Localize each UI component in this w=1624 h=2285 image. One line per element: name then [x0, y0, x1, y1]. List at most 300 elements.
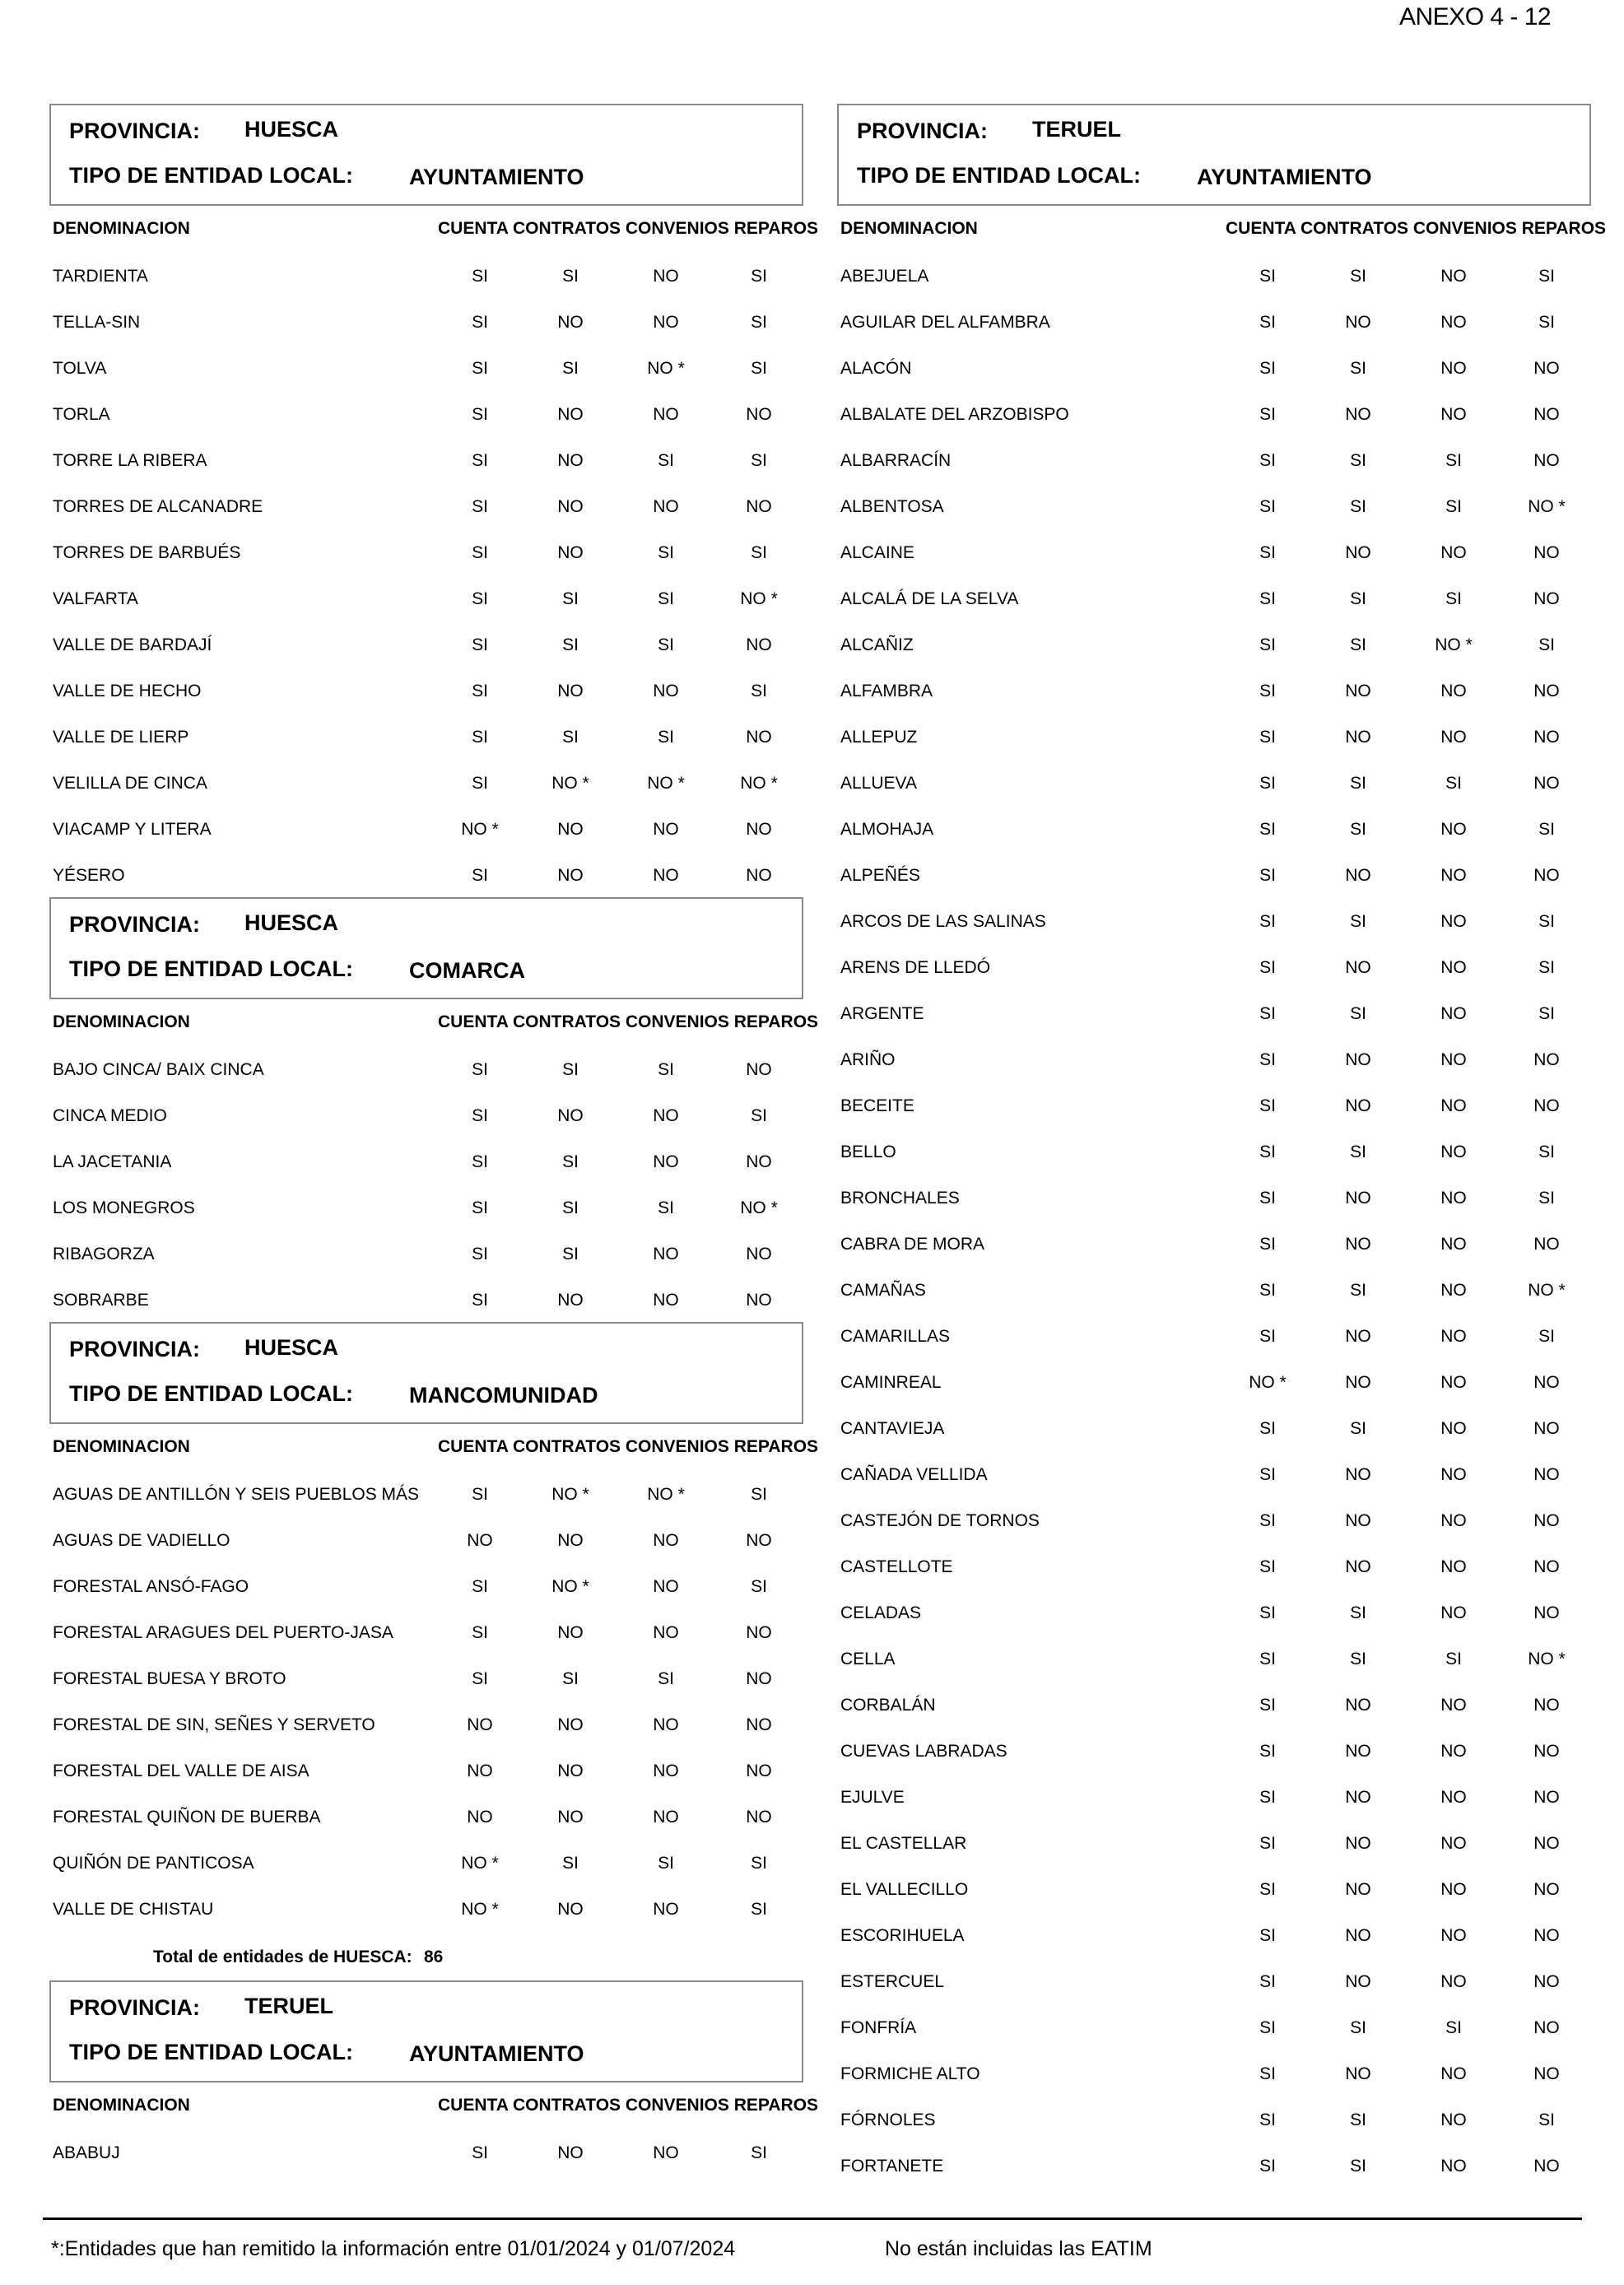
contratos-value: SI [562, 1152, 579, 1171]
cuenta-value: SI [1259, 958, 1276, 977]
cuenta-value: SI [1259, 1696, 1276, 1715]
table-row [49, 528, 803, 575]
reparos-value: NO [1533, 1788, 1560, 1807]
convenios-value: NO [1440, 1096, 1467, 1115]
tipo-entidad-value: MANCOMUNIDAD [409, 1383, 598, 1408]
table-row [837, 1957, 1591, 2003]
convenios-value: SI [658, 451, 674, 470]
total-row [49, 1931, 803, 1980]
convenios-value: NO [1440, 1742, 1467, 1761]
reparos-value: SI [1538, 635, 1555, 654]
provincia-label: PROVINCIA: [857, 119, 989, 143]
contratos-value: SI [1350, 1419, 1366, 1438]
table-row [49, 2129, 803, 2175]
convenios-value: NO [1440, 359, 1467, 378]
contratos-value: SI [562, 1669, 579, 1688]
convenios-value: NO [1440, 1880, 1467, 1899]
entity-name: CANTAVIEJA [840, 1419, 945, 1438]
header-denominacion: DENOMINACION [53, 1437, 190, 1456]
contratos-value: SI [1350, 497, 1366, 516]
reparos-value: NO * [1528, 497, 1566, 516]
contratos-value: NO [1345, 1880, 1371, 1899]
reparos-value: NO [1533, 2157, 1560, 2176]
contratos-value: SI [1350, 912, 1366, 931]
reparos-value: NO [1533, 1834, 1560, 1853]
convenios-value: SI [1445, 497, 1462, 516]
cuenta-value: SI [1259, 1926, 1276, 1945]
convenios-value: NO [653, 405, 679, 424]
contratos-value: SI [1350, 359, 1366, 378]
table-row [49, 390, 803, 436]
entity-name: EL CASTELLAR [840, 1834, 967, 1853]
contratos-value: NO [557, 1808, 584, 1827]
convenios-value: NO [1440, 1557, 1467, 1576]
reparos-value: NO [1533, 1972, 1560, 1991]
footnote-eatim: No están incluidas las EATIM [885, 2237, 1152, 2260]
contratos-value: NO [1345, 1742, 1371, 1761]
convenios-value: NO [1440, 1788, 1467, 1807]
header-denominacion: DENOMINACION [53, 1012, 190, 1031]
entity-name: BECEITE [840, 1096, 914, 1115]
table-row [837, 528, 1591, 575]
entity-name: VALLE DE HECHO [53, 682, 202, 700]
cuenta-value: SI [1259, 866, 1276, 885]
section-header-box [49, 1322, 803, 1424]
cuenta-value: SI [1259, 405, 1276, 424]
contratos-value: NO [1345, 1926, 1371, 1945]
cuenta-value: SI [1259, 2018, 1276, 2037]
reparos-value: NO [746, 405, 772, 424]
table-row [49, 1276, 803, 1322]
tipo-entidad-label: TIPO DE ENTIDAD LOCAL: [69, 956, 353, 981]
header-columns: CUENTA CONTRATOS CONVENIOS REPAROS [438, 2096, 819, 2115]
contratos-value: NO [557, 2143, 584, 2162]
table-row [49, 344, 803, 390]
contratos-value: SI [562, 728, 579, 747]
reparos-value: NO [746, 1531, 772, 1550]
reparos-value: NO [1533, 1419, 1560, 1438]
tipo-entidad-label: TIPO DE ENTIDAD LOCAL: [69, 1381, 353, 1406]
reparos-value: NO * [1528, 1650, 1566, 1668]
reparos-value: NO [1533, 359, 1560, 378]
convenios-value: NO [1440, 2064, 1467, 2083]
table-row [837, 1911, 1591, 1957]
reparos-value: SI [1538, 2110, 1555, 2129]
reparos-value: SI [1538, 1142, 1555, 1161]
cuenta-value: NO [467, 1808, 493, 1827]
contratos-value: SI [562, 1060, 579, 1079]
table-row [49, 1470, 803, 1516]
convenios-value: NO [653, 497, 679, 516]
table-row [837, 2050, 1591, 2096]
table-row [837, 390, 1591, 436]
convenios-value: NO [1440, 1926, 1467, 1945]
cuenta-value: SI [472, 1060, 488, 1079]
contratos-value: NO [557, 451, 584, 470]
convenios-value: NO [653, 1291, 679, 1310]
table-row [49, 1839, 803, 1885]
convenios-value: NO [1440, 405, 1467, 424]
tipo-entidad-label: TIPO DE ENTIDAD LOCAL: [69, 2040, 353, 2064]
reparos-value: NO [1533, 1235, 1560, 1254]
entity-section [49, 104, 819, 897]
table-row [49, 1091, 803, 1138]
reparos-value: NO [746, 1623, 772, 1642]
table-row [837, 1358, 1591, 1404]
entity-name: FÓRNOLES [840, 2110, 936, 2129]
table-row [837, 1082, 1591, 1128]
convenios-value: SI [1445, 1650, 1462, 1668]
cuenta-value: SI [1259, 1235, 1276, 1254]
table-row [837, 1727, 1591, 1773]
entity-name: ALMOHAJA [840, 820, 934, 839]
entity-name: CAMINREAL [840, 1373, 942, 1392]
entity-name: CORBALÁN [840, 1696, 936, 1715]
reparos-value: NO [1533, 1926, 1560, 1945]
reparos-value: SI [751, 1577, 767, 1596]
reparos-value: SI [1538, 267, 1555, 286]
header-denominacion: DENOMINACION [53, 2096, 190, 2115]
entity-name: TORRE LA RIBERA [53, 451, 207, 470]
contratos-value: NO [1345, 543, 1371, 562]
entity-name: LOS MONEGROS [53, 1198, 195, 1217]
convenios-value: SI [658, 589, 674, 608]
entity-name: ALPEÑÉS [840, 866, 920, 885]
entity-name: ALLEPUZ [840, 728, 918, 747]
entity-name: ALACÓN [840, 359, 912, 378]
convenios-value: NO [1440, 1696, 1467, 1715]
entity-name: TOLVA [53, 359, 107, 378]
table-row [837, 1589, 1591, 1635]
entity-name: CINCA MEDIO [53, 1106, 167, 1125]
reparos-value: NO [1533, 1465, 1560, 1484]
contratos-value: SI [1350, 589, 1366, 608]
header-denominacion: DENOMINACION [840, 219, 978, 238]
table-row [49, 805, 803, 851]
column-headers [49, 206, 819, 252]
entity-name: FORESTAL QUIÑON DE BUERBA [53, 1808, 321, 1827]
cuenta-value: NO * [461, 1854, 499, 1873]
entity-name: AGUAS DE VADIELLO [53, 1531, 230, 1550]
table-row [837, 1681, 1591, 1727]
provincia-value: HUESCA [244, 910, 339, 935]
reparos-value: SI [751, 1106, 767, 1125]
contratos-value: NO [1345, 1696, 1371, 1715]
contratos-value: SI [562, 1854, 579, 1873]
table-row [837, 851, 1591, 897]
contratos-value: NO [557, 543, 584, 562]
convenios-value: NO [1440, 1004, 1467, 1023]
cuenta-value: SI [1259, 774, 1276, 793]
reparos-value: SI [751, 543, 767, 562]
entity-section [49, 1980, 819, 2175]
reparos-value: NO [1533, 2018, 1560, 2037]
entity-name: VALLE DE LIERP [53, 728, 189, 747]
cuenta-value: SI [472, 405, 488, 424]
reparos-value: SI [1538, 1327, 1555, 1346]
convenios-value: NO [1440, 1419, 1467, 1438]
contratos-value: NO [1345, 682, 1371, 700]
convenios-value: SI [1445, 2018, 1462, 2037]
entity-name: ALLUEVA [840, 774, 917, 793]
entity-name: EJULVE [840, 1788, 905, 1807]
convenios-value: NO [1440, 912, 1467, 931]
entity-name: ARGENTE [840, 1004, 924, 1023]
cuenta-value: SI [1259, 1650, 1276, 1668]
provincia-label: PROVINCIA: [69, 1995, 201, 2020]
contratos-value: NO [1345, 1834, 1371, 1853]
cuenta-value: SI [472, 1198, 488, 1217]
cuenta-value: SI [472, 451, 488, 470]
convenios-value: NO [1440, 958, 1467, 977]
reparos-value: SI [751, 267, 767, 286]
table-row [837, 805, 1591, 851]
convenios-value: NO * [647, 359, 685, 378]
entity-name: VIACAMP Y LITERA [53, 820, 212, 839]
table-row [837, 1128, 1591, 1174]
cuenta-value: SI [1259, 1557, 1276, 1576]
total-label: Total de entidades de HUESCA: [153, 1948, 412, 1966]
reparos-value: NO [746, 1152, 772, 1171]
entity-name: FORESTAL DEL VALLE DE AISA [53, 1761, 309, 1780]
tipo-entidad-value: AYUNTAMIENTO [409, 165, 584, 189]
reparos-value: SI [751, 451, 767, 470]
convenios-value: NO [653, 1900, 679, 1919]
entity-name: RIBAGORZA [53, 1245, 155, 1263]
cuenta-value: SI [472, 1623, 488, 1642]
reparos-value: SI [751, 359, 767, 378]
table-row [837, 989, 1591, 1035]
contratos-value: NO [557, 1291, 584, 1310]
reparos-value: NO * [1528, 1281, 1566, 1300]
reparos-value: NO [746, 866, 772, 885]
reparos-value: NO [746, 635, 772, 654]
table-row [49, 1184, 803, 1230]
contratos-value: NO [1345, 728, 1371, 747]
contratos-value: NO [1345, 1788, 1371, 1807]
table-row [49, 1654, 803, 1701]
entity-name: ARIÑO [840, 1050, 896, 1069]
cuenta-value: SI [472, 313, 488, 332]
convenios-value: NO [1440, 1189, 1467, 1208]
cuenta-value: SI [1259, 451, 1276, 470]
reparos-value: SI [751, 1854, 767, 1873]
entity-name: ALFAMBRA [840, 682, 933, 700]
table-row [837, 1635, 1591, 1681]
cuenta-value: SI [472, 1291, 488, 1310]
reparos-value: NO [746, 1245, 772, 1263]
reparos-value: NO [1533, 1511, 1560, 1530]
convenios-value: NO [1440, 2110, 1467, 2129]
contratos-value: NO * [551, 1485, 589, 1504]
reparos-value: SI [751, 1900, 767, 1919]
provincia-label: PROVINCIA: [69, 912, 201, 937]
convenios-value: NO [653, 1808, 679, 1827]
reparos-value: NO [1533, 2064, 1560, 2083]
table-row [49, 1701, 803, 1747]
contratos-value: SI [1350, 451, 1366, 470]
reparos-value: NO * [740, 1198, 778, 1217]
entity-name: CELADAS [840, 1603, 922, 1622]
table-row [837, 667, 1591, 713]
entity-section [49, 1322, 819, 1931]
page-number: ANEXO 4 - 12 [1399, 3, 1552, 30]
convenios-value: NO [653, 1761, 679, 1780]
table-row [837, 1496, 1591, 1543]
cuenta-value: SI [1259, 1465, 1276, 1484]
convenios-value: NO [1440, 1373, 1467, 1392]
table-row [49, 482, 803, 528]
contratos-value: NO [1345, 1465, 1371, 1484]
provincia-value: TERUEL [1032, 117, 1121, 142]
entity-name: ESTERCUEL [840, 1972, 945, 1991]
convenios-value: NO [1440, 2157, 1467, 2176]
convenios-value: NO [1440, 1327, 1467, 1346]
entity-name: FORESTAL ARAGUES DEL PUERTO-JASA [53, 1623, 393, 1642]
convenios-value: SI [658, 1669, 674, 1688]
cuenta-value: SI [1259, 1096, 1276, 1115]
cuenta-value: NO [467, 1761, 493, 1780]
entity-name: ARCOS DE LAS SALINAS [840, 912, 1046, 931]
cuenta-value: SI [1259, 912, 1276, 931]
entity-name: BAJO CINCA/ BAIX CINCA [53, 1060, 264, 1079]
cuenta-value: SI [472, 589, 488, 608]
provincia-value: TERUEL [244, 1994, 333, 2018]
entity-name: ALCAINE [840, 543, 914, 562]
entity-name: FORESTAL ANSÓ-FAGO [53, 1577, 249, 1596]
reparos-value: NO * [740, 589, 778, 608]
entity-name: CABRA DE MORA [840, 1235, 985, 1254]
table-row [49, 1516, 803, 1562]
cuenta-value: SI [1259, 1419, 1276, 1438]
contratos-value: SI [1350, 2110, 1366, 2129]
reparos-value: SI [751, 682, 767, 700]
table-row [837, 344, 1591, 390]
contratos-value: SI [1350, 1650, 1366, 1668]
cuenta-value: SI [472, 2143, 488, 2162]
entity-name: VALLE DE BARDAJÍ [53, 635, 212, 654]
convenios-value: NO * [1435, 635, 1473, 654]
cuenta-value: SI [1259, 359, 1276, 378]
entity-name: VELILLA DE CINCA [53, 774, 207, 793]
contratos-value: SI [1350, 1281, 1366, 1300]
table-row [837, 252, 1591, 298]
entity-name: ALBENTOSA [840, 497, 944, 516]
reparos-value: SI [1538, 912, 1555, 931]
table-row [837, 1819, 1591, 1865]
contratos-value: NO [1345, 1327, 1371, 1346]
cuenta-value: SI [472, 1245, 488, 1263]
convenios-value: NO [653, 1106, 679, 1125]
table-row [837, 943, 1591, 989]
cuenta-value: SI [472, 359, 488, 378]
convenios-value: NO [653, 2143, 679, 2162]
reparos-value: NO [746, 820, 772, 839]
reparos-value: NO [1533, 1696, 1560, 1715]
entity-name: AGUAS DE ANTILLÓN Y SEIS PUEBLOS MÁS [53, 1485, 420, 1504]
contratos-value: NO [1345, 313, 1371, 332]
convenios-value: NO [653, 1531, 679, 1550]
convenios-value: NO [1440, 543, 1467, 562]
table-row [49, 759, 803, 805]
header-columns: CUENTA CONTRATOS CONVENIOS REPAROS [1226, 219, 1607, 238]
table-row [837, 1312, 1591, 1358]
convenios-value: NO [1440, 1972, 1467, 1991]
contratos-value: NO [1345, 958, 1371, 977]
convenios-value: NO [1440, 1511, 1467, 1530]
table-row [49, 667, 803, 713]
section-header-box [49, 104, 803, 206]
reparos-value: NO [1533, 1557, 1560, 1576]
left-column [49, 104, 819, 2175]
cuenta-value: SI [1259, 2064, 1276, 2083]
cuenta-value: SI [472, 635, 488, 654]
cuenta-value: SI [1259, 635, 1276, 654]
contratos-value: SI [1350, 774, 1366, 793]
table-row [49, 1747, 803, 1793]
convenios-value: NO [1440, 313, 1467, 332]
cuenta-value: SI [1259, 1004, 1276, 1023]
contratos-value: SI [562, 1198, 579, 1217]
cuenta-value: SI [1259, 1603, 1276, 1622]
table-row [837, 759, 1591, 805]
reparos-value: NO [746, 1060, 772, 1079]
cuenta-value: NO * [1249, 1373, 1287, 1392]
section-header-box [49, 1980, 803, 2083]
convenios-value: NO [653, 682, 679, 700]
table-row [49, 252, 803, 298]
entity-section [49, 897, 819, 1322]
contratos-value: NO [1345, 1511, 1371, 1530]
contratos-value: NO [557, 820, 584, 839]
reparos-value: NO [746, 728, 772, 747]
table-row [49, 1138, 803, 1184]
cuenta-value: NO [467, 1531, 493, 1550]
table-row [49, 575, 803, 621]
cuenta-value: SI [472, 1669, 488, 1688]
table-row [49, 436, 803, 482]
entity-name: FORESTAL BUESA Y BROTO [53, 1669, 286, 1688]
footnote-asterisk: *:Entidades que han remitido la información entre 01/01/2024 y 01/07/2024 [51, 2237, 736, 2260]
convenios-value: NO [1440, 1142, 1467, 1161]
cuenta-value: SI [1259, 1880, 1276, 1899]
cuenta-value: SI [1259, 497, 1276, 516]
contratos-value: NO [1345, 405, 1371, 424]
reparos-value: NO [1533, 774, 1560, 793]
provincia-label: PROVINCIA: [69, 119, 201, 143]
entity-name: CELLA [840, 1650, 896, 1668]
entity-name: CAMAÑAS [840, 1281, 926, 1300]
cuenta-value: SI [472, 1485, 488, 1504]
table-row [49, 1230, 803, 1276]
entity-name: CASTELLOTE [840, 1557, 953, 1576]
cuenta-value: SI [472, 682, 488, 700]
cuenta-value: SI [1259, 2157, 1276, 2176]
contratos-value: NO [1345, 1972, 1371, 1991]
cuenta-value: SI [1259, 1972, 1276, 1991]
table-row [49, 1045, 803, 1091]
cuenta-value: NO [467, 1715, 493, 1734]
cuenta-value: SI [1259, 682, 1276, 700]
convenios-value: NO * [647, 774, 685, 793]
convenios-value: NO [1440, 1281, 1467, 1300]
contratos-value: NO [557, 1531, 584, 1550]
table-row [837, 1404, 1591, 1450]
entity-name: FORTANETE [840, 2157, 944, 2176]
cuenta-value: SI [472, 728, 488, 747]
convenios-value: NO [1440, 866, 1467, 885]
table-row [837, 897, 1591, 943]
